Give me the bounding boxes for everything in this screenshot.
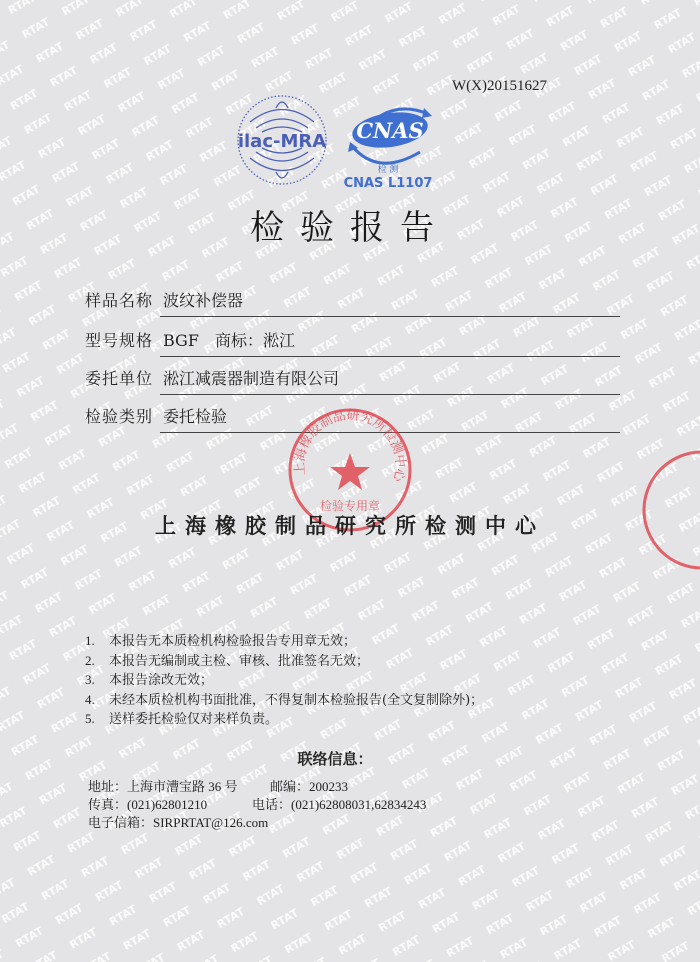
note-number: 2.: [85, 652, 95, 668]
field-label: 委托单位: [85, 369, 154, 388]
field-client: [85, 361, 620, 395]
report-number: W(X)20151627: [452, 78, 547, 94]
svg-text:上海橡胶制品研究所检测中心: 上海橡胶制品研究所检测中心: [292, 408, 408, 483]
notes-list: [85, 632, 483, 730]
note-number: 1.: [85, 633, 95, 648]
note-number: 5.: [85, 711, 95, 726]
ilac-mra-logo: [232, 92, 332, 188]
note-item: [85, 652, 483, 672]
svg-text:ilac-MRA: ilac-MRA: [237, 131, 327, 152]
phone: 电话：(021)62808031,62834243: [252, 797, 427, 812]
email: 电子信箱：SIRPRTAT@126.com: [88, 815, 269, 830]
contact-info: [88, 778, 426, 832]
note-text: 本报告涂改无效；: [109, 673, 214, 688]
address: 地址：上海市漕宝路 36 号: [88, 779, 238, 794]
field-value: 波纹补偿器: [163, 291, 244, 310]
organization-name: 上海橡胶制品研究所检测中心: [155, 514, 545, 538]
note-text: 本报告无编制或主检、审核、批准签名无效；: [109, 653, 370, 669]
field-label: 型号规格: [85, 331, 154, 350]
note-item: [85, 632, 483, 652]
note-text: 未经本质检机构书面批准，不得复制本检验报告(全文复制除外)；: [109, 692, 484, 708]
svg-text:CNAS: CNAS: [356, 118, 424, 143]
note-item: [85, 710, 483, 730]
field-label: 样品名称: [85, 291, 154, 310]
field-value: BGF 商标：淞江: [163, 331, 295, 350]
field-value: 委托检验: [163, 407, 228, 426]
note-number: 4.: [85, 691, 95, 707]
cnas-logo: [338, 92, 438, 192]
field-label: 检验类别: [85, 407, 154, 426]
underline: [160, 316, 620, 317]
underline: [160, 356, 620, 357]
postcode: 邮编：200233: [270, 779, 349, 794]
note-text: 送样委托检验仅对来样负责。: [109, 712, 279, 727]
note-number: 3.: [85, 672, 95, 687]
svg-text:检 测: 检 测: [377, 165, 399, 175]
field-model: [85, 323, 620, 357]
note-item: [85, 671, 483, 691]
svg-text:CNAS L1107: CNAS L1107: [343, 176, 433, 191]
note-item: [85, 691, 483, 711]
note-text: 本报告无本质检机构检验报告专用章无效；: [109, 634, 357, 649]
field-value: 淞江减震器制造有限公司: [163, 369, 340, 388]
field-sample-name: [85, 283, 620, 317]
document-title: 检验报告: [250, 208, 450, 248]
svg-text:检验专用章: 检验专用章: [319, 499, 381, 513]
contact-heading: 联络信息：: [297, 750, 373, 768]
underline: [160, 394, 620, 395]
fax: 传真：(021)62801210: [88, 797, 208, 812]
